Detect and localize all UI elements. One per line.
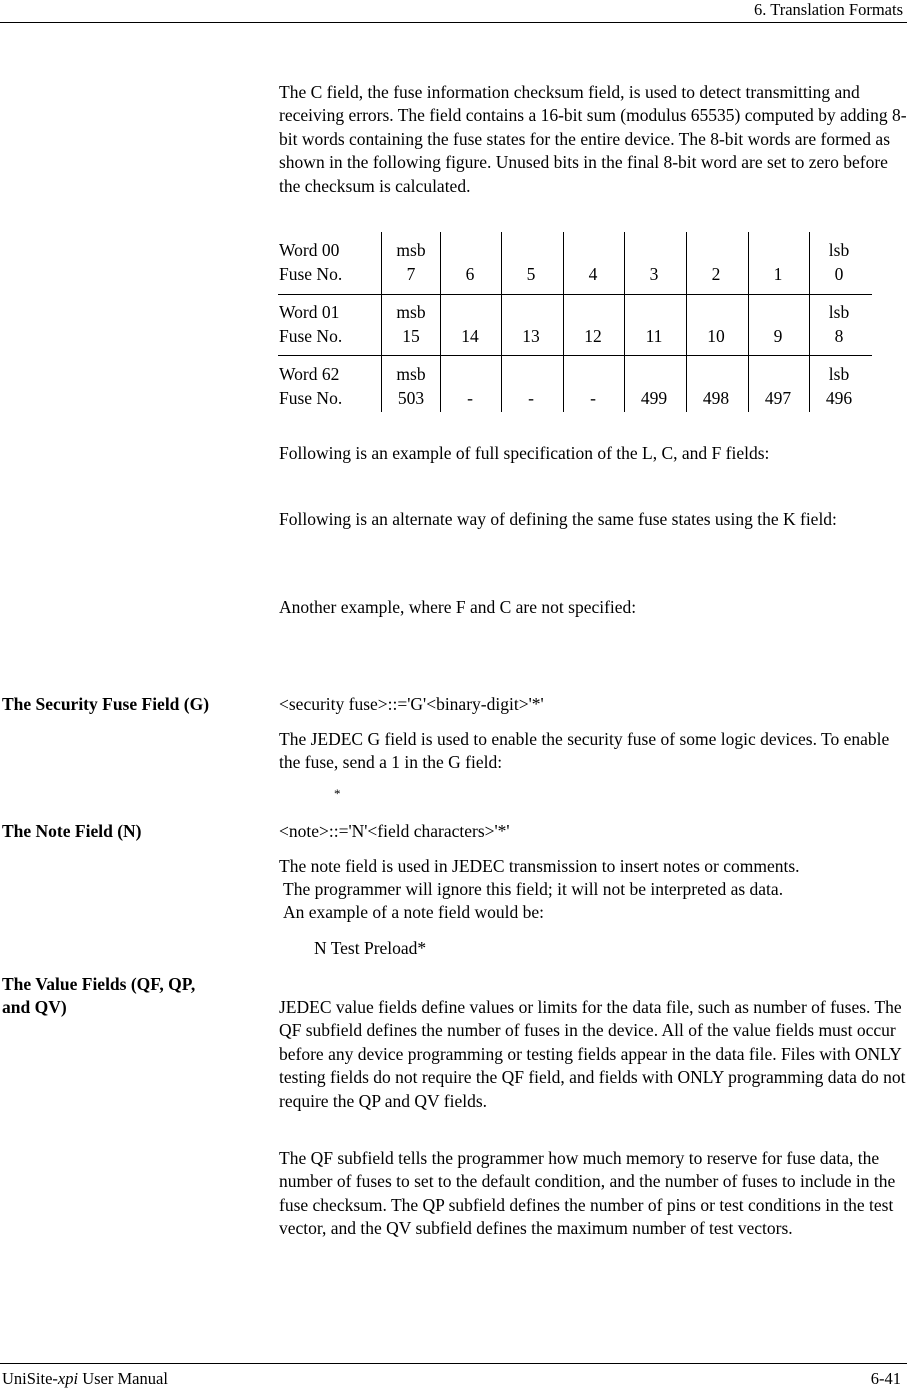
fuse-number: 11 bbox=[645, 326, 663, 346]
fuse-number: 1 bbox=[773, 264, 783, 284]
note-syntax: <note>::='N'<field characters>'*' bbox=[279, 821, 510, 841]
fuse-number: 499 bbox=[640, 388, 668, 408]
security-example: * bbox=[334, 786, 341, 801]
msb-label: msb bbox=[396, 364, 426, 384]
fuse-number: - bbox=[467, 388, 473, 408]
table-column-divider bbox=[809, 232, 810, 412]
fuse-number: 496 bbox=[825, 388, 853, 408]
fuse-number: 12 bbox=[584, 326, 602, 346]
header-rule bbox=[0, 22, 907, 23]
fuse-number: 9 bbox=[773, 326, 783, 346]
fuse-number: 503 bbox=[397, 388, 425, 408]
security-syntax: <security fuse>::='G'<binary-digit>'*' bbox=[279, 694, 544, 714]
fuse-number: - bbox=[528, 388, 534, 408]
fuse-no-label: Fuse No. bbox=[279, 388, 343, 408]
security-body: The JEDEC G field is used to enable the security fuse of some logic devices. To enable the fuse, send a 1 in the G field: bbox=[279, 729, 890, 773]
table-column-divider bbox=[381, 232, 382, 412]
example-paragraph-3: Another example, where F and C are not specified: bbox=[279, 597, 637, 617]
footer-manual-title bbox=[2, 1368, 168, 1389]
section-heading-note-field: The Note Field (N) bbox=[2, 821, 142, 841]
fuse-number: 2 bbox=[711, 264, 721, 284]
table-column-divider bbox=[624, 232, 625, 412]
fuse-number: - bbox=[590, 388, 596, 408]
fuse-number: 15 bbox=[402, 326, 420, 346]
note-example: N Test Preload* bbox=[314, 938, 427, 958]
word-label: Word 00 bbox=[279, 240, 340, 260]
value-body-2: The QF subfield tells the programmer how much memory to reserve for fuse data, the number of fuses to set to the default condition, and the number of fuses to include in the fuse checksum. The QP subfield defines the number of pins or test conditions in the test vector, and the QV subfield defines the maximum number of test vectors. bbox=[279, 1148, 896, 1239]
section-heading-security-fuse: The Security Fuse Field (G) bbox=[2, 694, 210, 714]
fuse-number: 14 bbox=[461, 326, 479, 346]
note-body-line3: An example of a note field would be: bbox=[283, 902, 544, 922]
fuse-number: 5 bbox=[526, 264, 536, 284]
fuse-number: 6 bbox=[465, 264, 475, 284]
msb-label: msb bbox=[396, 240, 426, 260]
value-body-1: JEDEC value fields define values or limits for the data file, such as number of fuses. The QF subfield defines the number of fuses in the device. All of the value fields must occur before any device programming or testing fields appear in the data file. Files with ONLY testing fields do not require the QF field, and fields with ONLY programming data do not require the QP and QV fields. bbox=[279, 997, 906, 1111]
footer-suffix: User Manual bbox=[78, 1369, 168, 1388]
note-body-line2: The programmer will ignore this field; it will not be interpreted as data. bbox=[283, 879, 784, 899]
footer-prefix: UniSite- bbox=[2, 1369, 58, 1388]
fuse-number: 4 bbox=[588, 264, 598, 284]
fuse-number: 10 bbox=[707, 326, 725, 346]
section-heading-value-fields-line2: and QV) bbox=[2, 997, 67, 1017]
example-paragraph-2: Following is an alternate way of defining the same fuse states using the K field: bbox=[279, 509, 837, 529]
msb-label: msb bbox=[396, 302, 426, 322]
table-column-divider bbox=[748, 232, 749, 412]
table-column-divider bbox=[501, 232, 502, 412]
word-label: Word 62 bbox=[279, 364, 340, 384]
fuse-number: 3 bbox=[649, 264, 659, 284]
fuse-number: 7 bbox=[406, 264, 416, 284]
lsb-label: lsb bbox=[828, 240, 850, 260]
fuse-number: 0 bbox=[834, 264, 844, 284]
footer-page-number: 6-41 bbox=[870, 1369, 901, 1388]
fuse-no-label: Fuse No. bbox=[279, 264, 343, 284]
table-column-divider bbox=[686, 232, 687, 412]
fuse-number: 497 bbox=[764, 388, 792, 408]
fuse-number: 8 bbox=[834, 326, 844, 346]
word-label: Word 01 bbox=[279, 302, 340, 322]
lsb-label: lsb bbox=[828, 302, 850, 322]
example-paragraph-1: Following is an example of full specification of the L, C, and F fields: bbox=[279, 443, 770, 463]
table-row-divider bbox=[278, 294, 872, 295]
fuse-no-label: Fuse No. bbox=[279, 326, 343, 346]
section-heading-value-fields-line1: The Value Fields (QF, QP, bbox=[2, 974, 196, 994]
running-header: 6. Translation Formats bbox=[754, 0, 903, 19]
lsb-label: lsb bbox=[828, 364, 850, 384]
checksum-intro-paragraph: The C field, the fuse information checksum field, is used to detect transmitting and receiving errors. The field contains a 16-bit sum (modulus 65535) computed by adding 8-bit words containing the fuse states for the entire device. The 8-bit words are formed as shown in the following figure. Unused bits in the final 8-bit word are set to zero before the checksum is calculated. bbox=[279, 82, 907, 196]
table-row-divider bbox=[278, 355, 872, 356]
fuse-number: 498 bbox=[702, 388, 730, 408]
note-body-line1: The note field is used in JEDEC transmission to insert notes or comments. bbox=[279, 856, 800, 876]
footer-rule bbox=[0, 1363, 907, 1364]
footer-product: xpi bbox=[57, 1369, 79, 1388]
table-column-divider bbox=[440, 232, 441, 412]
fuse-number: 13 bbox=[522, 326, 540, 346]
table-column-divider bbox=[563, 232, 564, 412]
